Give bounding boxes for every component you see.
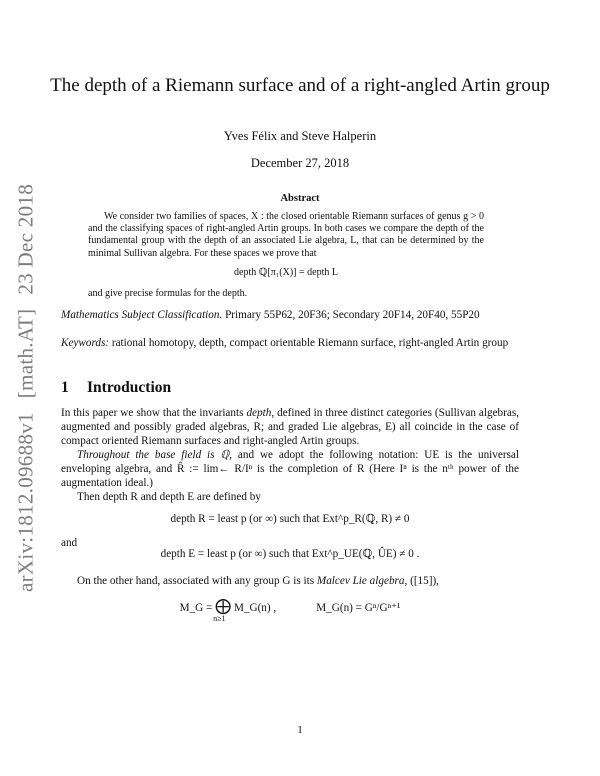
paper-authors: Yves Félix and Steve Halperin <box>223 129 377 143</box>
msc-label: Mathematics Subject Classification. <box>61 309 223 321</box>
abstract-text: We consider two families of spaces, X : the closed orientable Riemann surfaces of genus g > 0 and the classifying spaces of right-angled Artin groups. In both cases we compare the depth of the fundamental group with the depth of an associated Lie algebra, L, that can be determined by the minimal Sullivan algebra. For these spaces we prove that <box>88 211 484 259</box>
equation-depth-r: depth R = least p (or ∞) such that Ext^p_R(ℚ, R) ≠ 0 <box>170 513 410 525</box>
malcev-emphasis: Malcev Lie algebra <box>316 575 405 587</box>
abstract-closing: and give precise formulas for the depth. <box>88 288 248 300</box>
section-heading <box>61 379 171 397</box>
eq3-left: M_G = <box>179 602 216 614</box>
arxiv-category: [math.AT] <box>13 308 38 399</box>
intro-paragraph-1 <box>61 406 519 448</box>
intro-body <box>61 406 519 504</box>
intro-paragraph-3: Then depth R and depth E are defined by <box>77 491 261 503</box>
direct-sum-index: n≥1 <box>213 614 226 623</box>
arxiv-id: arXiv:1812.09688v1 <box>13 412 38 593</box>
para2-text: , and we adopt the following notation: UE is the universal enveloping algebra, and R̂ := lim← R/Iⁿ is the completion of R (Here Iⁿ is the nᵗʰ power of the augmentation ideal.) <box>61 449 519 489</box>
paper-title: The depth of a Riemann surface and of a right-angled Artin group <box>50 75 550 96</box>
section-title: Introduction <box>87 379 172 396</box>
para1-text-a: In this paper we show that the invariants <box>61 407 247 419</box>
equation-malcev <box>61 596 519 623</box>
para2-emphasis: Throughout the base field is ℚ <box>77 449 230 461</box>
direct-sum-symbol: ⨁ n≥1 <box>213 598 232 623</box>
eq3-sum: M_G(n) , <box>233 602 277 614</box>
msc-classification <box>61 309 519 323</box>
equation-depth-e: depth E = least p (or ∞) such that Ext^p_UE(ℚ, ÛE) ≠ 0 . <box>160 548 420 560</box>
para1-text-b: , defined in three distinct categories (Sullivan algebras, augmented and possibly graded algebras, R; and graded Lie algebras, E) all coincide in the case of compact oriented Riemann surfaces and right-angled Artin groups. <box>61 407 519 447</box>
arxiv-date: 23 Dec 2018 <box>13 183 38 295</box>
para1-emphasis: depth <box>246 407 272 419</box>
abstract-heading: Abstract <box>280 193 320 204</box>
abstract-equation: depth ℚ[π₁(X)] = depth L <box>234 266 338 278</box>
section-number: 1 <box>61 379 69 396</box>
page-number: 1 <box>297 724 303 736</box>
eq3-right: M_G(n) = Gⁿ/Gⁿ⁺¹ <box>316 602 401 614</box>
paper-date: December 27, 2018 <box>250 156 350 170</box>
abstract-body <box>88 211 484 300</box>
intro-paragraph-2 <box>61 448 519 490</box>
malcev-sentence <box>77 575 439 587</box>
keywords-label: Keywords: <box>61 337 110 349</box>
msc-codes: Primary 55P62, 20F36; Secondary 20F14, 20F40, 55P20 <box>225 309 480 321</box>
malcev-text-a: On the other hand, associated with any group G is its <box>77 575 317 587</box>
keywords <box>61 337 519 351</box>
and-connector: and <box>61 537 78 549</box>
malcev-text-b: , ([15]), <box>404 575 439 587</box>
arxiv-stamp <box>14 184 39 592</box>
keywords-text: rational homotopy, depth, compact orientable Riemann surface, right-angled Artin group <box>111 337 509 349</box>
